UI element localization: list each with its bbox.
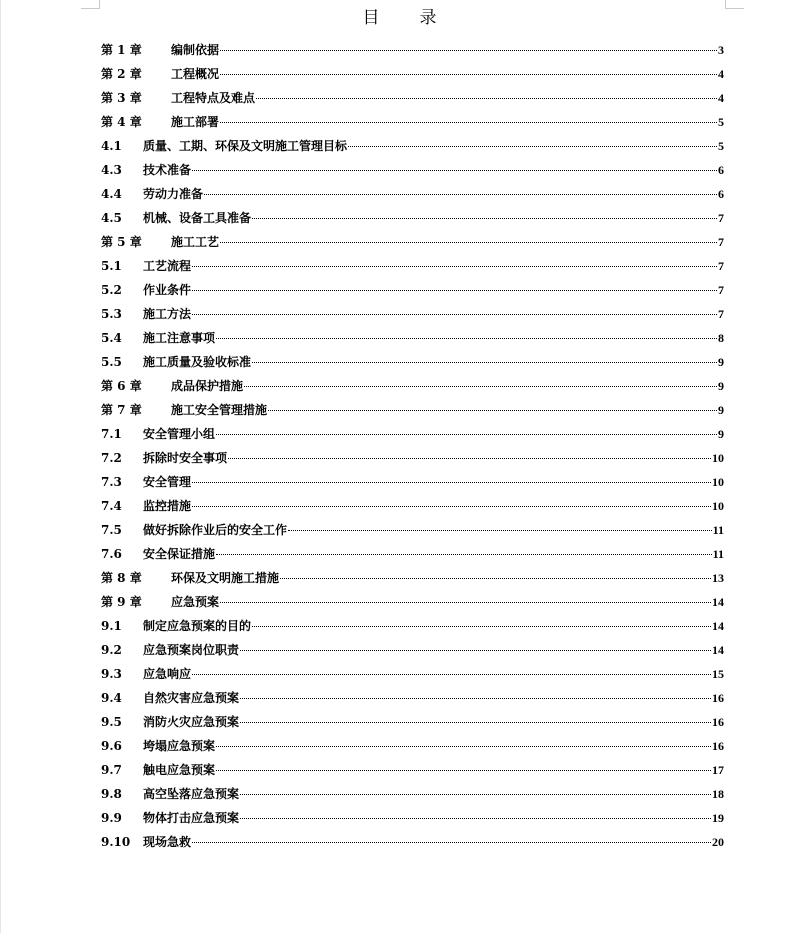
toc-dot-leader (192, 266, 717, 267)
toc-entry-number: 4.1 (101, 139, 122, 153)
toc-dot-leader (192, 482, 711, 483)
toc-entry-number: 7.5 (101, 523, 122, 537)
toc-entry[interactable] (101, 134, 724, 158)
toc-entry-number: 第 5 章 (101, 235, 142, 249)
toc-entry[interactable] (101, 470, 724, 494)
toc-dot-leader (204, 194, 717, 195)
toc-entry-title: 施工工艺 (171, 235, 220, 249)
toc-entry-page-number: 7 (718, 259, 724, 273)
toc-entry-number: 5.3 (101, 307, 122, 321)
toc-entry-title: 编制依据 (171, 43, 220, 57)
toc-entry-title: 环保及文明施工措施 (171, 571, 280, 585)
toc-entry-title: 机械、设备工具准备 (143, 211, 252, 225)
toc-dot-leader (192, 674, 711, 675)
toc-dot-leader (220, 74, 717, 75)
toc-entry-page-number: 4 (718, 91, 724, 105)
toc-entry[interactable] (101, 278, 724, 302)
toc-entry-title: 工艺流程 (143, 259, 192, 273)
toc-entry-title: 做好拆除作业后的安全工作 (143, 523, 288, 537)
toc-entry-number: 9.4 (101, 691, 122, 705)
toc-entry-number: 4.5 (101, 211, 122, 225)
toc-entry-title: 工程概况 (171, 67, 220, 81)
toc-entry-number: 7.1 (101, 427, 122, 441)
toc-entry-title: 成品保护措施 (171, 379, 244, 393)
toc-entry-title: 安全管理小组 (143, 427, 216, 441)
toc-entry-page-number: 19 (712, 811, 724, 825)
toc-entry-page-number: 8 (718, 331, 724, 345)
toc-entry-number: 第 9 章 (101, 595, 142, 609)
toc-entry-number: 9.2 (101, 643, 122, 657)
toc-dot-leader (216, 338, 717, 339)
toc-entry[interactable] (101, 686, 724, 710)
toc-entry-number: 9.1 (101, 619, 122, 633)
toc-entry-number: 7.2 (101, 451, 122, 465)
toc-entry-number: 第 1 章 (101, 43, 142, 57)
toc-entry-title: 质量、工期、环保及文明施工管理目标 (143, 139, 348, 153)
toc-entry-number: 第 6 章 (101, 379, 142, 393)
toc-entry-page-number: 9 (718, 403, 724, 417)
toc-entry[interactable] (101, 38, 724, 62)
toc-entry[interactable] (101, 86, 724, 110)
toc-entry-page-number: 13 (712, 571, 724, 585)
toc-dot-leader (240, 698, 711, 699)
toc-entry-page-number: 14 (712, 643, 724, 657)
toc-dot-leader (192, 314, 717, 315)
toc-entry-page-number: 10 (712, 451, 724, 465)
toc-entry-title: 拆除时安全事项 (143, 451, 228, 465)
toc-entry-page-number: 4 (718, 67, 724, 81)
toc-dot-leader (192, 290, 717, 291)
toc-entry-title: 消防火灾应急预案 (143, 715, 240, 729)
toc-entry-page-number: 5 (718, 115, 724, 129)
toc-entry-page-number: 11 (712, 547, 724, 561)
toc-entry-title: 自然灾害应急预案 (143, 691, 240, 705)
toc-entry[interactable] (101, 518, 724, 542)
toc-entry-page-number: 10 (712, 475, 724, 489)
toc-entry[interactable] (101, 590, 724, 614)
toc-entry[interactable] (101, 782, 724, 806)
toc-entry[interactable] (101, 566, 724, 590)
toc-entry-number: 7.3 (101, 475, 122, 489)
toc-dot-leader (220, 602, 711, 603)
toc-entry[interactable] (101, 830, 724, 854)
toc-dot-leader (240, 722, 711, 723)
toc-dot-leader (192, 842, 711, 843)
toc-entry-number: 4.3 (101, 163, 122, 177)
toc-entry[interactable] (101, 758, 724, 782)
toc-entry-title: 施工注意事项 (143, 331, 216, 345)
toc-entry-number: 第 8 章 (101, 571, 142, 585)
toc-entry-page-number: 6 (718, 187, 724, 201)
toc-entry-number: 7.4 (101, 499, 122, 513)
toc-entry-title: 安全管理 (143, 475, 192, 489)
toc-dot-leader (348, 146, 717, 147)
toc-dot-leader (192, 506, 711, 507)
toc-dot-leader (228, 458, 711, 459)
toc-entry-page-number: 16 (712, 691, 724, 705)
toc-entry-title: 工程特点及难点 (171, 91, 256, 105)
toc-entry-page-number: 10 (712, 499, 724, 513)
toc-entry-page-number: 9 (718, 427, 724, 441)
toc-entry-title: 施工方法 (143, 307, 192, 321)
toc-entry-title: 制定应急预案的目的 (143, 619, 252, 633)
toc-title-char: 目 (362, 8, 380, 28)
toc-entry-page-number: 9 (718, 379, 724, 393)
toc-entry-number: 9.8 (101, 787, 122, 801)
toc-entry[interactable] (101, 110, 724, 134)
toc-entry-number: 4.4 (101, 187, 122, 201)
toc-dot-leader (252, 626, 711, 627)
toc-title-char: 录 (419, 8, 437, 28)
toc-dot-leader (240, 650, 711, 651)
toc-entry[interactable] (101, 158, 724, 182)
toc-dot-leader (220, 50, 717, 51)
toc-dot-leader (240, 794, 711, 795)
toc-entry[interactable] (101, 662, 724, 686)
toc-entry-number: 9.10 (101, 835, 131, 849)
toc-entry[interactable] (101, 206, 724, 230)
toc-dot-leader (280, 578, 711, 579)
toc-entry-page-number: 6 (718, 163, 724, 177)
toc-dot-leader (268, 410, 717, 411)
toc-entry[interactable] (101, 710, 724, 734)
toc-entry[interactable] (101, 62, 724, 86)
toc-dot-leader (216, 770, 711, 771)
toc-entry[interactable] (101, 422, 724, 446)
toc-entry-page-number: 7 (718, 307, 724, 321)
toc-entry-title: 触电应急预案 (143, 763, 216, 777)
toc-dot-leader (220, 122, 717, 123)
toc-entry[interactable] (101, 638, 724, 662)
toc-entry[interactable] (101, 302, 724, 326)
toc-dot-leader (252, 362, 717, 363)
toc-entry-title: 作业条件 (143, 283, 192, 297)
toc-entry-number: 9.3 (101, 667, 122, 681)
toc-entry[interactable] (101, 446, 724, 470)
toc-dot-leader (252, 218, 717, 219)
toc-dot-leader (216, 434, 717, 435)
toc-entry[interactable] (101, 494, 724, 518)
toc-entry-number: 5.1 (101, 259, 122, 273)
toc-entry-title: 应急预案 (171, 595, 220, 609)
toc-entry-number: 第 2 章 (101, 67, 142, 81)
toc-entry-number: 5.5 (101, 355, 122, 369)
toc-entry-title: 现场急救 (143, 835, 192, 849)
toc-entry-number: 9.5 (101, 715, 122, 729)
toc-dot-leader (244, 386, 717, 387)
toc-entry-number: 5.4 (101, 331, 122, 345)
toc-dot-leader (256, 98, 717, 99)
toc-entry[interactable] (101, 374, 724, 398)
toc-entry-page-number: 5 (718, 139, 724, 153)
toc-entry-title: 施工质量及验收标准 (143, 355, 252, 369)
toc-entry-page-number: 9 (718, 355, 724, 369)
toc-entry-number: 9.6 (101, 739, 122, 753)
toc-entry-title: 垮塌应急预案 (143, 739, 216, 753)
toc-dot-leader (216, 746, 711, 747)
toc-entry-page-number: 11 (712, 523, 724, 537)
toc-dot-leader (192, 170, 717, 171)
toc-entry-page-number: 16 (712, 715, 724, 729)
toc-entry-page-number: 14 (712, 619, 724, 633)
toc-entry-page-number: 3 (718, 43, 724, 57)
toc-entry-number: 第 3 章 (101, 91, 142, 105)
toc-entry-number: 第 7 章 (101, 403, 142, 417)
toc-entry-number: 7.6 (101, 547, 122, 561)
toc-entry-title: 高空坠落应急预案 (143, 787, 240, 801)
toc-entry-title: 物体打击应急预案 (143, 811, 240, 825)
toc-dot-leader (216, 554, 712, 555)
toc-entry-page-number: 7 (718, 283, 724, 297)
toc-entry-title: 施工部署 (171, 115, 220, 129)
toc-entry-title: 施工安全管理措施 (171, 403, 268, 417)
toc-entry[interactable] (101, 230, 724, 254)
toc-entry[interactable] (101, 806, 724, 830)
toc-entry-title: 应急响应 (143, 667, 192, 681)
toc-entry-page-number: 20 (712, 835, 724, 849)
toc-entry-title: 劳动力准备 (143, 187, 204, 201)
toc-entry-title: 监控措施 (143, 499, 192, 513)
toc-entry-page-number: 7 (718, 211, 724, 225)
toc-entry-page-number: 7 (718, 235, 724, 249)
toc-entry-page-number: 17 (712, 763, 724, 777)
toc-entry-title: 应急预案岗位职责 (143, 643, 240, 657)
toc-title (1, 3, 797, 28)
toc-dot-leader (240, 818, 711, 819)
toc-entry[interactable] (101, 542, 724, 566)
toc-entry-title: 技术准备 (143, 163, 192, 177)
toc-entry[interactable] (101, 614, 724, 638)
toc-entry-page-number: 15 (712, 667, 724, 681)
table-of-contents (101, 38, 724, 854)
toc-entry-page-number: 14 (712, 595, 724, 609)
toc-dot-leader (288, 530, 712, 531)
toc-entry[interactable] (101, 326, 724, 350)
toc-entry[interactable] (101, 734, 724, 758)
toc-entry[interactable] (101, 350, 724, 374)
toc-entry-number: 9.9 (101, 811, 122, 825)
toc-entry-title: 安全保证措施 (143, 547, 216, 561)
toc-entry[interactable] (101, 398, 724, 422)
toc-dot-leader (220, 242, 717, 243)
toc-entry-number: 第 4 章 (101, 115, 142, 129)
toc-entry-page-number: 16 (712, 739, 724, 753)
toc-entry[interactable] (101, 254, 724, 278)
toc-entry-number: 5.2 (101, 283, 122, 297)
toc-entry-page-number: 18 (712, 787, 724, 801)
toc-entry-number: 9.7 (101, 763, 122, 777)
toc-entry[interactable] (101, 182, 724, 206)
